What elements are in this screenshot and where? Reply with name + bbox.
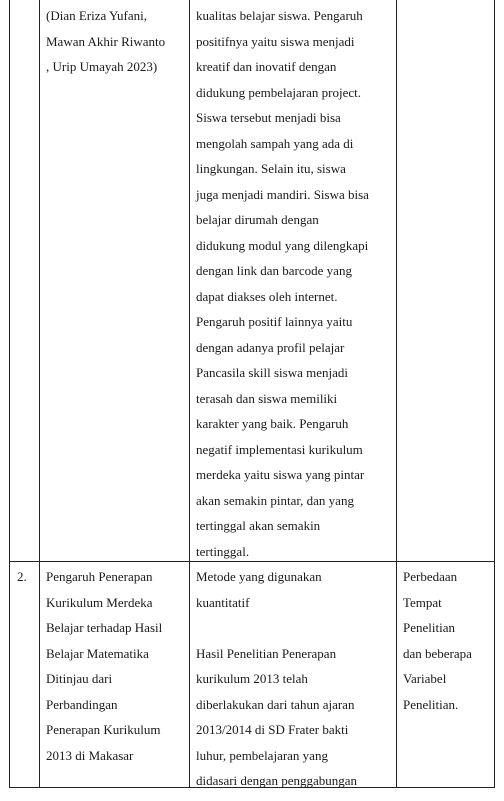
title-line: (Dian Eriza Yufani, (46, 8, 147, 23)
content-line: karakter yang baik. Pengaruh (196, 416, 349, 431)
content-line: kurikulum 2013 telah (196, 671, 308, 686)
content-line: negatif implementasi kurikulum (196, 441, 363, 457)
difference-line: dan beberapa (403, 645, 472, 661)
content-line: dengan adanya profil pelajar (196, 339, 345, 355)
title-line: Pengaruh Penerapan (46, 569, 153, 584)
content-line: juga menjadi mandiri. Siswa bisa (196, 186, 369, 202)
content-line: 2013/2014 di SD Frater bakti (196, 722, 349, 737)
content-line: lingkungan. Selain itu, siswa (196, 161, 346, 176)
title-line: Ditinjau dari (46, 671, 113, 686)
difference-line: Perbedaan (403, 569, 458, 584)
row2-content-cell (196, 564, 357, 794)
content-line: merdeka yaitu siswa yang pintar (196, 467, 365, 482)
content-line: Pancasila skill siswa menjadi (196, 365, 349, 380)
content-line: Siswa tersebut menjadi bisa (196, 110, 341, 125)
content-line: kreatif dan inovatif dengan (196, 59, 337, 74)
title-line: Mawan Akhir Riwanto (46, 33, 166, 49)
content-line: belajar dirumah dengan (196, 212, 319, 227)
row1-content-cell (196, 3, 369, 564)
column-divider-2 (189, 0, 190, 788)
row-number: 2. (17, 569, 27, 584)
title-line: Kurikulum Merdeka (46, 594, 153, 610)
content-line: positifnya yaitu siswa menjadi (196, 33, 355, 49)
content-line: Metode yang digunakan (196, 569, 322, 584)
difference-line: Penelitian. (403, 696, 459, 712)
table-border-right (494, 0, 495, 788)
column-divider-1 (39, 0, 40, 788)
content-line: didasari dengan penggabungan (196, 773, 358, 788)
content-line: dapat diakses oleh internet. (196, 288, 338, 304)
column-divider-3 (396, 0, 397, 788)
content-line: dengan link dan barcode yang (196, 263, 352, 278)
content-line: luhur, pembelajaran yang (196, 747, 328, 763)
difference-line: Variabel (403, 671, 447, 686)
title-line: 2013 di Makasar (46, 747, 134, 763)
difference-line: Tempat (403, 594, 442, 610)
content-line: mengolah sampah yang ada di (196, 135, 354, 151)
title-line: Penerapan Kurikulum (46, 722, 161, 737)
content-line: didukung pembelajaran project. (196, 84, 361, 100)
row2-difference-cell (403, 564, 472, 717)
content-line: kualitas belajar siswa. Pengaruh (196, 8, 363, 23)
content-line: Pengaruh positif lainnya yaitu (196, 314, 353, 329)
row1-title-cell (46, 3, 165, 80)
title-line: Perbandingan (46, 696, 118, 712)
content-line: terasah dan siswa memiliki (196, 390, 338, 406)
content-line: akan semakin pintar, dan yang (196, 492, 354, 508)
title-line: Belajar Matematika (46, 645, 149, 661)
difference-line: Penelitian (403, 620, 455, 635)
row2-number-cell (17, 564, 27, 590)
content-line: didukung modul yang dilengkapi (196, 237, 369, 253)
content-line: tertinggal. (196, 543, 250, 559)
row2-title-cell (46, 564, 162, 768)
title-line: , Urip Umayah 2023) (46, 59, 158, 74)
content-line (196, 615, 357, 641)
content-line: Hasil Penelitian Penerapan (196, 645, 337, 661)
title-line: Belajar terhadap Hasil (46, 620, 163, 635)
content-line: diberlakukan dari tahun ajaran (196, 696, 355, 712)
table-border-left (9, 0, 10, 788)
content-line: tertinggal akan semakin (196, 518, 321, 533)
content-line: kuantitatif (196, 594, 250, 610)
